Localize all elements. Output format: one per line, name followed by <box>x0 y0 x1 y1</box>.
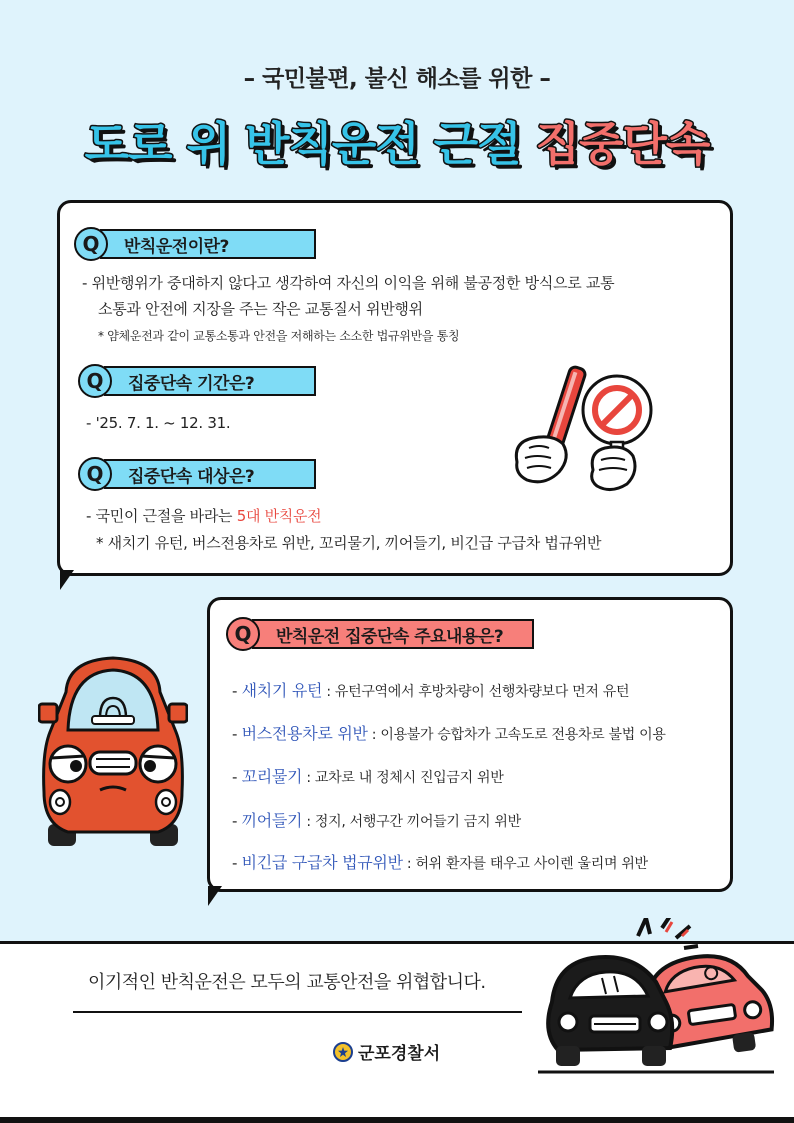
list-item <box>232 721 666 744</box>
item-dash: - <box>232 768 242 786</box>
question-label: 집중단속 기간은? <box>104 366 316 396</box>
list-item <box>232 678 629 701</box>
organization-name: 군포경찰서 <box>358 1044 441 1064</box>
organization <box>333 1039 440 1064</box>
target-highlight: 5대 반칙운전 <box>236 507 322 525</box>
main-title <box>0 108 794 174</box>
item-desc: : 유턴구역에서 후방차량이 선행차량보다 먼저 유턴 <box>322 684 630 700</box>
list-item <box>232 808 521 831</box>
main-title-accent: 집중단속 <box>535 117 710 171</box>
list-item <box>232 850 648 873</box>
q-badge: Q <box>78 364 112 398</box>
item-term: 새치기 유턴 <box>241 681 323 700</box>
question-heading-main <box>226 618 534 650</box>
definition-line-1: - 위반행위가 중대하지 않다고 생각하여 자신의 이익을 위해 불공정한 방식으로 교통 <box>82 274 615 292</box>
list-item <box>232 764 503 787</box>
item-term: 비긴급 구급차 법규위반 <box>241 853 403 872</box>
target-line-prefix: - 국민이 근절을 바라는 <box>86 507 237 525</box>
police-badge-icon <box>333 1042 353 1062</box>
footer-underline <box>73 1011 522 1013</box>
q-badge: Q <box>78 457 112 491</box>
period-line: - '25. 7. 1. ~ 12. 31. <box>86 414 231 432</box>
item-desc: : 정지, 서행구간 끼어들기 금지 위반 <box>302 814 521 830</box>
item-term: 꼬리물기 <box>241 767 303 786</box>
item-desc: : 허위 환자를 태우고 사이렌 울리며 위반 <box>402 856 648 872</box>
definition-note: * 얌체운전과 같이 교통소통과 안전을 저해하는 소소한 법규위반을 통칭 <box>98 329 460 343</box>
car-crash-icon <box>538 918 778 1078</box>
question-heading-target <box>78 458 316 490</box>
question-heading-definition <box>74 228 316 260</box>
item-dash: - <box>232 725 242 743</box>
item-dash: - <box>232 682 242 700</box>
item-desc: : 교차로 내 정체시 진입금지 위반 <box>302 770 504 786</box>
speech-tail <box>60 570 74 590</box>
target-line-1 <box>86 505 321 526</box>
q-badge: Q <box>74 227 108 261</box>
item-term: 버스전용차로 위반 <box>241 724 368 743</box>
item-dash: - <box>232 812 242 830</box>
q-badge: Q <box>226 617 260 651</box>
item-desc: : 이용불가 승합차가 고속도로 전용차로 불법 이용 <box>367 727 666 743</box>
target-line-2: * 새치기 유턴, 버스전용차로 위반, 꼬리물기, 끼어들기, 비긴급 구급차 법규위반 <box>96 534 602 552</box>
question-label: 반칙운전 집중단속 주요내용은? <box>252 619 534 649</box>
definition-line-2: 소통과 안전에 지장을 주는 작은 교통질서 위반행위 <box>98 300 423 318</box>
question-label: 반칙운전이란? <box>100 229 316 259</box>
item-dash: - <box>232 854 242 872</box>
main-title-text: 도로 위 반칙운전 근절 <box>84 117 536 171</box>
footer-message: 이기적인 반칙운전은 모두의 교통안전을 위협합니다. <box>88 972 486 993</box>
question-label: 집중단속 대상은? <box>104 459 316 489</box>
stop-sign-icon <box>505 362 665 502</box>
divider-bottom <box>0 1117 794 1123</box>
cartoon-car-icon <box>38 652 188 852</box>
item-term: 끼어들기 <box>241 811 303 830</box>
question-heading-period <box>78 365 316 397</box>
subtitle: – 국민불편, 불신 해소를 위한 – <box>243 66 551 92</box>
speech-tail <box>208 886 222 906</box>
